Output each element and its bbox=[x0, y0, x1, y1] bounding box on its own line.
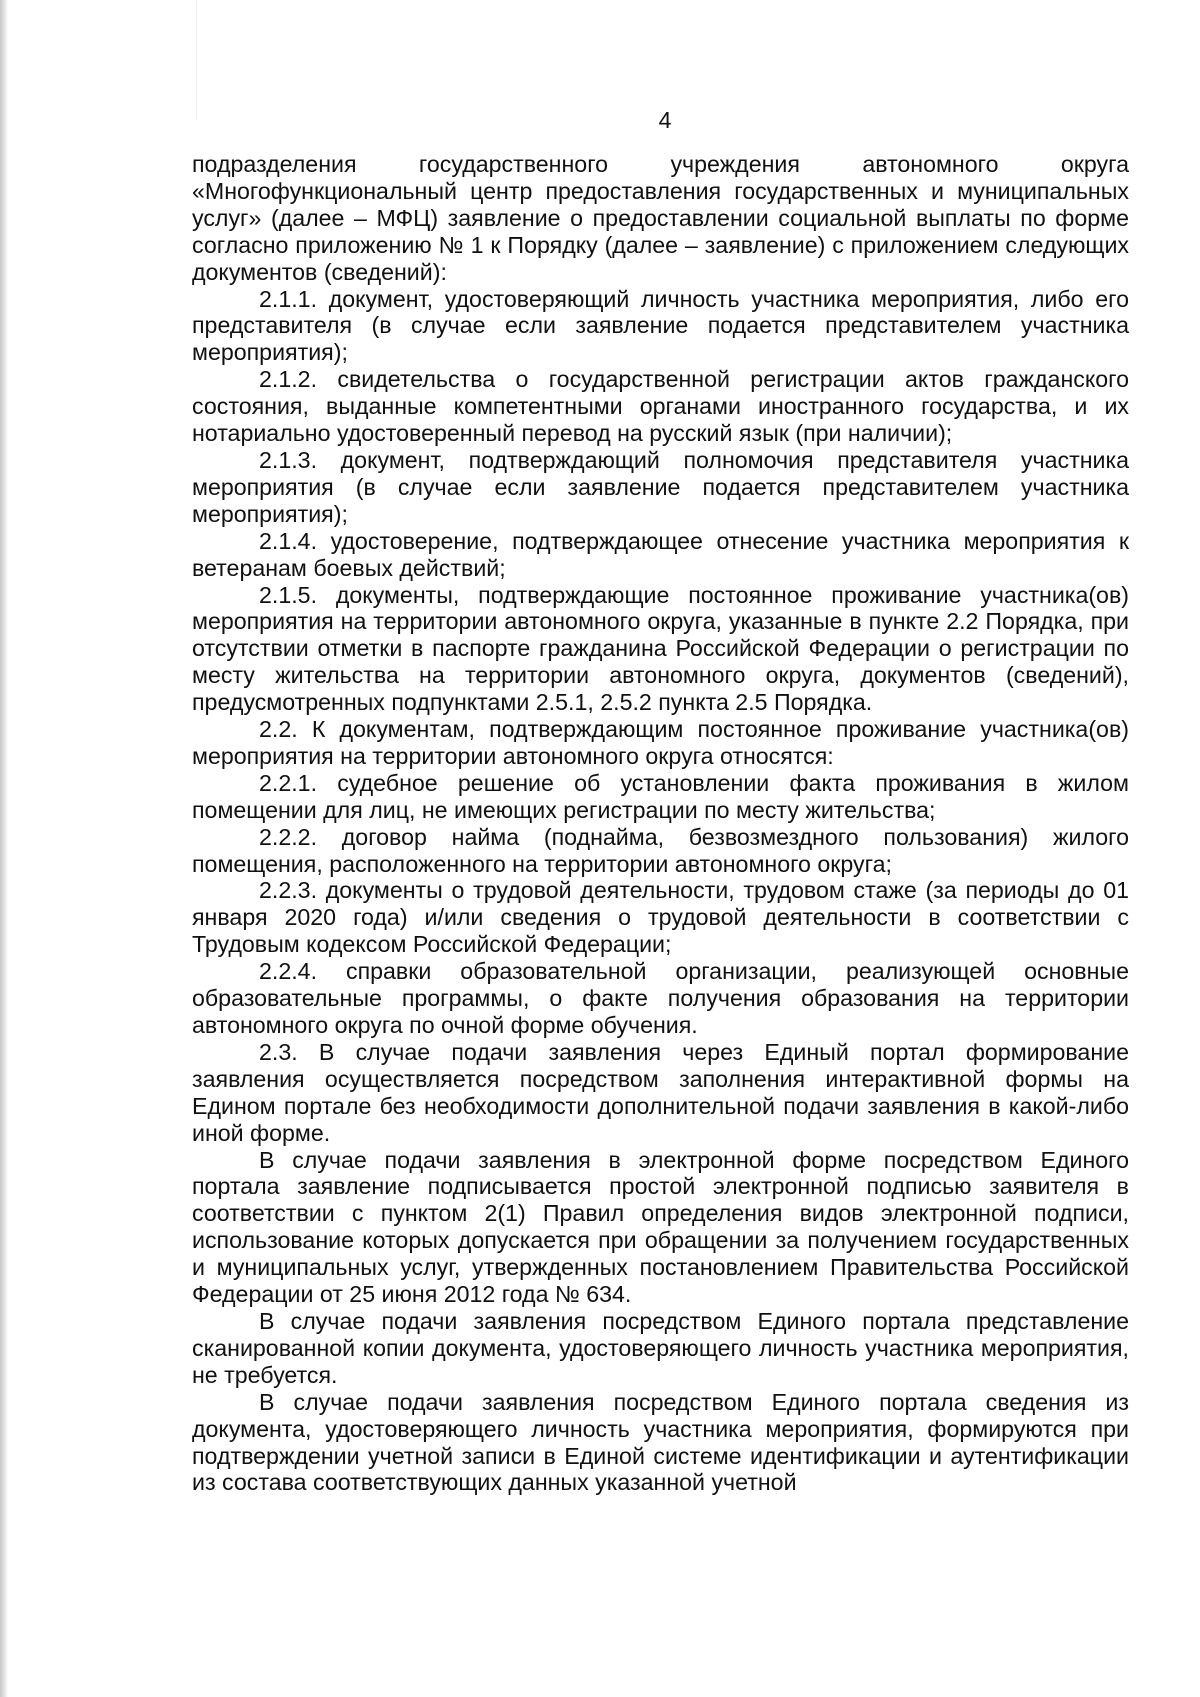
paragraph-2-1-2: 2.1.2. свидетельства о государственной регистрации актов гражданского состояния, выданные компетентными органами иностранного государства, и их нотариально удостоверенный перевод на русский язык (при наличии); bbox=[192, 366, 1129, 447]
paragraph-2-1-4: 2.1.4. удостоверение, подтверждающее отнесение участника мероприятия к ветеранам боевых действий; bbox=[192, 527, 1129, 581]
scan-artifact-line bbox=[196, 0, 197, 120]
scan-edge-shadow bbox=[0, 0, 8, 1697]
paragraph-2-2-1: 2.2.1. судебное решение об установлении факта проживания в жилом помещении для лиц, не имеющих регистрации по месту жительства; bbox=[192, 769, 1129, 823]
paragraph-2-1-5: 2.1.5. документы, подтверждающие постоянное проживание участника(ов) мероприятия на территории автономного округа, указанные в пункте 2.2 Порядка, при отсутствии отметки в паспорте гражданина Российской Федерации о регистрации по месту жительства на территории автономного округа, документов (сведений), предусмотренных подпунктами 2.5.1, 2.5.2 пункта 2.5 Порядка. bbox=[192, 581, 1129, 716]
paragraph-identity-data: В случае подачи заявления посредством Единого портала сведения из документа, удостоверяющего личность участника мероприятия, формируются при подтверждении учетной записи в Единой системе идентификации и аутентификации из состава соответствующих данных указанной учетной bbox=[192, 1388, 1129, 1496]
document-body bbox=[192, 151, 1129, 1496]
paragraph-scanned-copy: В случае подачи заявления посредством Единого портала представление сканированной копии документа, удостоверяющего личность участника мероприятия, не требуется. bbox=[192, 1307, 1129, 1388]
paragraph-2-2: 2.2. К документам, подтверждающим постоянное проживание участника(ов) мероприятия на территории автономного округа относятся: bbox=[192, 716, 1129, 769]
paragraph-2-2-4: 2.2.4. справки образовательной организации, реализующей основные образовательные программы, о факте получения образования на территории автономного округа по очной форме обучения. bbox=[192, 958, 1129, 1038]
paragraph-2-2-2: 2.2.2. договор найма (поднайма, безвозмездного пользования) жилого помещения, расположенного на территории автономного округа; bbox=[192, 823, 1129, 877]
paragraph-2-1-3: 2.1.3. документ, подтверждающий полномочия представителя участника мероприятия (в случае если заявление подается представителем участника мероприятия); bbox=[192, 446, 1129, 527]
page-number: 4 bbox=[658, 107, 672, 133]
paragraph-electronic-signature: В случае подачи заявления в электронной форме посредством Единого портала заявление подписывается простой электронной подписью заявителя в соответствии с пунктом 2(1) Правил определения видов электронной подписи, использование которых допускается при обращении за получением государственных и муниципальных услуг, утвержденных постановлением Правительства Российской Федерации от 25 июня 2012 года № 634. bbox=[192, 1146, 1129, 1308]
paragraph-2-3: 2.3. В случае подачи заявления через Единый портал формирование заявления осуществляется посредством заполнения интерактивной формы на Едином портале без необходимости дополнительной подачи заявления в какой-либо иной форме. bbox=[192, 1038, 1129, 1146]
paragraph-2-2-3: 2.2.3. документы о трудовой деятельности, трудовом стаже (за периоды до 01 января 2020 года) и/или сведения о трудовой деятельности в соответствии с Трудовым кодексом Российской Федерации; bbox=[192, 877, 1129, 958]
paragraph-continuation: подразделения государственного учреждения автономного округа «Многофункциональный центр предоставления государственных и муниципальных услуг» (далее – МФЦ) заявление о предоставлении социальной выплаты по форме согласно приложению № 1 к Порядку (далее – заявление) с приложением следующих документов (сведений): bbox=[192, 151, 1129, 285]
paragraph-2-1-1: 2.1.1. документ, удостоверяющий личность участника мероприятия, либо его представителя (в случае если заявление подается представителем участника мероприятия); bbox=[192, 285, 1129, 366]
